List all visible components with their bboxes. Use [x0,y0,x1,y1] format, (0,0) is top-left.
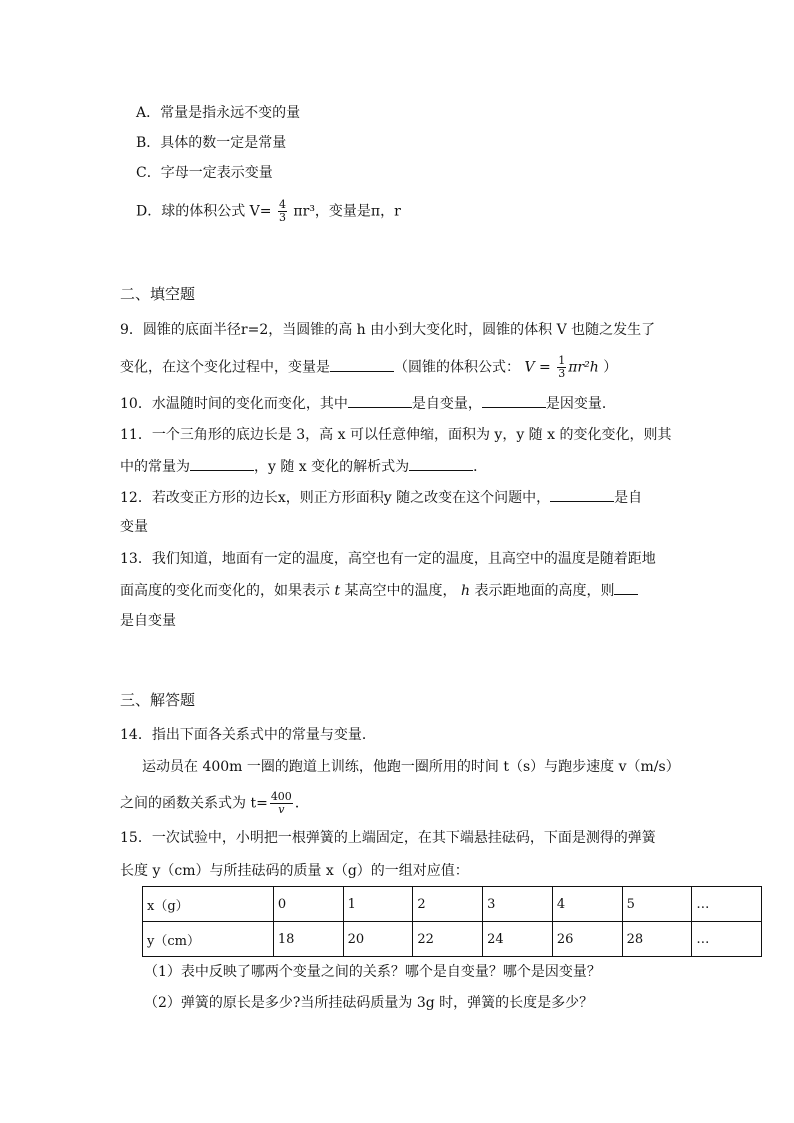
q12-text-b: 是自 [614,490,643,506]
q10-text-a: 10．水温随时间的变化而变化，其中 [120,396,348,412]
answer-blank[interactable] [348,393,412,408]
q13-var-h: h [461,583,471,599]
q9-formula-rhs: πr²h [568,359,599,376]
option-d [136,199,401,224]
table-cell: 24 [483,922,553,957]
question-14-line-2: 运动员在 400m 一圈的跑道上训练，他跑一圈所用的时间 t（s）与跑步速度 v（m/s） [142,759,680,775]
question-9-line-2 [120,355,617,380]
q14-text-a: 之间的函数关系式为 t= [120,795,268,812]
question-14-line-1: 14．指出下面各关系式中的常量与变量． [120,727,376,743]
q14-fraction [270,791,293,816]
table-cell: … [692,922,762,957]
q12-text-a: 12．若改变正方形的边长x，则正方形面积y 随之改变在这个问题中， [120,490,551,506]
answer-blank[interactable] [614,580,638,595]
value-table [142,886,762,957]
option-a: A．常量是指永远不变的量 [136,105,301,121]
table-cell: 4 [552,887,622,922]
q13-text-b: 某高空中的温度， [344,583,457,599]
table-cell: 3 [483,887,553,922]
table-cell: 22 [413,922,483,957]
question-12-line-1 [120,487,642,508]
section-title-fill-in: 二、填空题 [120,285,196,303]
section-title-answer: 三、解答题 [120,691,196,709]
fraction-numerator: 4 [278,198,286,211]
answer-blank[interactable] [330,357,394,372]
table-cell: 5 [622,887,692,922]
table-cell: 28 [622,922,692,957]
question-15-line-2: 长度 y（cm）与所挂砝码的质量 x（g）的一组对应值： [120,863,469,879]
question-15-sub-2: （2）弹簧的原长是多少?当所挂砝码质量为 3g 时，弹簧的长度是多少？ [144,995,594,1011]
table-row [143,887,762,922]
table-cell: x（g） [143,887,274,922]
question-13-line-2 [120,580,638,601]
question-14-line-3 [120,791,309,816]
q9-fraction [557,355,566,380]
question-11-line-1: 11．一个三角形的底边长是 3，高 x 可以任意伸缩，面积为 y，y 随 x 的变化变化，则其 [120,427,672,443]
question-15-sub-1: （1）表中反映了哪两个变量之间的关系？哪个是自变量？哪个是因变量？ [144,964,601,980]
table-cell: y（cm） [143,922,274,957]
table-cell: 26 [552,922,622,957]
question-13-line-1: 13．我们知道，地面有一定的温度，高空也有一定的温度，且高空中的温度是随着距地 [120,551,656,567]
option-c: C．字母一定表示变量 [136,165,273,181]
q13-text-a: 面高度的变化而变化的，如果表示 [120,583,330,599]
q10-text-b: 是自变量， [411,396,482,412]
question-15-line-1: 15．一次试验中，小明把一根弹簧的上端固定，在其下端悬挂砝码，下面是测得的弹簧 [120,830,656,846]
q9-text-c: ） [603,359,618,376]
q11-text-c: ． [473,459,488,475]
option-d-suffix: πr³，变量是π，r [293,203,401,220]
table-cell: 2 [413,887,483,922]
table-cell: 18 [273,922,343,957]
question-10 [120,393,616,414]
question-9-line-1: 9．圆锥的底面半径r=2，当圆锥的高 h 由小到大变化时，圆锥的体积 V 也随之发生了 [120,322,656,338]
fraction-numerator: 1 [558,354,566,367]
q9-text-b: （圆锥的体积公式： [394,359,520,376]
answer-blank[interactable] [482,393,546,408]
table-cell: … [692,887,762,922]
answer-blank[interactable] [190,456,254,471]
q13-var-t: t [334,583,341,599]
table-cell: 0 [273,887,343,922]
fraction-denominator: 3 [278,211,286,224]
answer-blank[interactable] [409,456,473,471]
q11-text-a: 中的常量为 [120,459,190,475]
q10-text-c: 是因变量． [545,396,616,412]
option-d-fraction [278,199,287,224]
q13-text-c: 表示距地面的高度，则 [474,583,615,599]
option-b: B．具体的数一定是常量 [136,135,287,151]
answer-blank[interactable] [550,487,614,502]
q11-text-b: ，y 随 x 变化的解析式为 [254,459,410,475]
q9-formula-lhs: V = [524,359,551,376]
question-12-line-2: 变量 [120,519,148,535]
fraction-numerator: 400 [270,790,292,803]
question-13-line-3: 是自变量 [120,613,176,629]
q9-text-a: 变化，在这个变化过程中，变量是 [120,359,330,376]
fraction-denominator: v [278,803,285,816]
table-cell: 20 [343,922,413,957]
q14-text-b: ． [294,795,309,812]
question-11-line-2 [120,456,487,477]
table-cell: 1 [343,887,413,922]
fraction-denominator: 3 [558,367,566,380]
table-row [143,922,762,957]
option-d-prefix: D．球的体积公式 V= [136,203,272,220]
